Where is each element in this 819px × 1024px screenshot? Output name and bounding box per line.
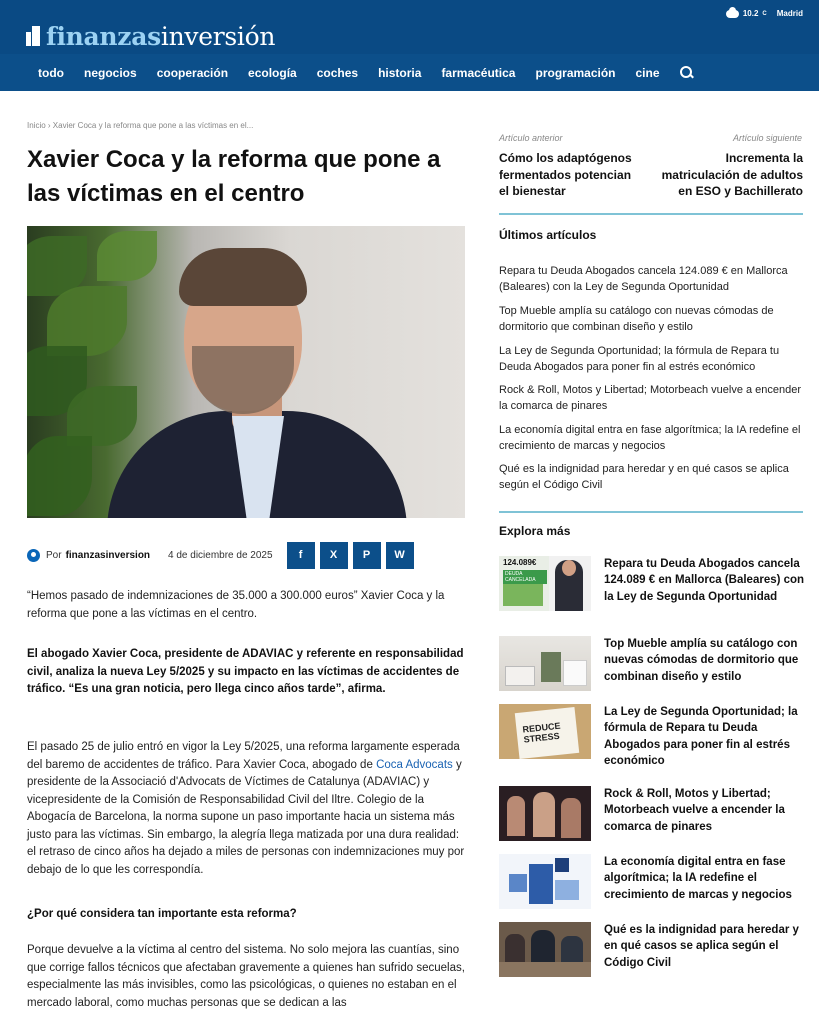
breadcrumb[interactable]: Inicio › Xavier Coca y la reforma que pone a las víctimas en el... — [27, 121, 254, 130]
explore-item[interactable] — [499, 786, 805, 846]
divider — [499, 511, 803, 513]
hero-image — [27, 226, 465, 518]
article-title: Xavier Coca y la reforma que pone a las víctimas en el centro — [27, 146, 441, 207]
main-nav — [0, 54, 819, 91]
thumb-caption: DEUDA CANCELADA — [503, 570, 547, 584]
by-label: Por — [46, 549, 62, 561]
share-whatsapp-button[interactable]: W — [386, 542, 414, 569]
next-article-link[interactable]: Incrementa la matriculación de adultos en ESO y Bachillerato — [661, 151, 803, 198]
site-logo[interactable] — [26, 22, 275, 50]
nav-item-cooperacion[interactable]: cooperación — [156, 65, 229, 80]
paragraph-lead — [27, 646, 467, 699]
latest-heading: Últimos artículos — [499, 228, 597, 242]
explore-thumbnail[interactable] — [499, 922, 591, 977]
nav-item-farmaceutica[interactable]: farmacéutica — [441, 65, 516, 80]
prev-article-label: Artículo anterior — [499, 133, 563, 143]
latest-item[interactable]: Repara tu Deuda Abogados cancela 124.089 € en Mallorca (Baleares) con la Ley de Segunda Oportunidad — [499, 265, 788, 293]
top-bar — [0, 0, 819, 54]
explore-thumbnail[interactable] — [499, 854, 591, 909]
publish-date: 4 de diciembre de 2025 — [168, 549, 273, 561]
nav-item-programacion[interactable]: programación — [535, 65, 616, 80]
weather-unit: C — [762, 10, 767, 17]
search-icon[interactable] — [680, 66, 694, 80]
logo-part-2: inversión — [160, 21, 276, 51]
byline — [27, 541, 465, 569]
explore-thumbnail[interactable] — [499, 786, 591, 841]
nav-item-ecologia[interactable]: ecología — [248, 65, 297, 80]
explore-title[interactable]: Rock & Roll, Motos y Libertad; Motorbeach vuelve a encender la comarca de pinares — [604, 788, 785, 833]
paragraph-intro: “Hemos pasado de indemnizaciones de 35.000 a 300.000 euros” Xavier Coca y la reforma que pone a las víctimas en el centro. — [27, 590, 445, 620]
explore-item[interactable] — [499, 704, 805, 767]
author-link[interactable]: finanzasinversion — [65, 549, 151, 561]
share-x-button[interactable]: X — [320, 542, 348, 569]
share-pinterest-button[interactable]: P — [353, 542, 381, 569]
explore-item[interactable] — [499, 556, 805, 616]
nav-item-todo[interactable]: todo — [38, 65, 64, 80]
body-text-a: El pasado 25 de julio entró en vigor la Ley 5/2025, una reforma largamente esperada del baremo de accidentes de tráfico. Para Xavier Coca, abogado de — [27, 741, 460, 771]
lead-text: El abogado Xavier Coca, presidente de ADAVIAC y referente en responsabilidad civil, analiza la nueva Ley 5/2025 y su impacto en las víctimas de accidentes de tráfico. “Es una gran noticia, pero llega cinco años tarde”, afirma. — [27, 648, 464, 695]
thumb-label: REDUCE STRESS — [522, 720, 561, 745]
explore-title[interactable]: La economía digital entra en fase algorítmica; la IA redefine el crecimiento de marcas y negocios — [604, 856, 792, 901]
latest-item[interactable]: La economía digital entra en fase algorítmica; la IA redefine el crecimiento de marcas y negocios — [499, 424, 801, 452]
weather-widget — [726, 9, 803, 18]
explore-title[interactable]: La Ley de Segunda Oportunidad; la fórmula de Repara tu Deuda Abogados para poner fin al estrés económico — [604, 706, 798, 767]
explore-thumbnail[interactable] — [499, 704, 591, 759]
explore-thumbnail[interactable] — [499, 556, 591, 611]
plant-leaf — [97, 231, 157, 281]
person-hair — [179, 248, 307, 306]
body-text-b: y presidente de la Associació d'Advocats de Víctimes de Catalunya (ADAVIAC) y vicepresidente de la Comisión de Responsabilidad Civil del Iltre. Colegio de la Abogacía de Barcelona, la norma supone un paso importante hacia un sistema más justo para las víctimas. Sin embargo, la alegría llega matizada por una dura realidad: el retraso de cinco años ha dejado a miles de personas con indemnizaciones muy por debajo de lo que les correspondía. — [27, 758, 465, 876]
latest-item[interactable]: Qué es la indignidad para heredar y en qué casos se aplica según el Código Civil — [499, 463, 789, 491]
latest-item[interactable]: Rock & Roll, Motos y Libertad; Motorbeach vuelve a encender la comarca de pinares — [499, 384, 802, 412]
logo-part-1: finanzas — [46, 21, 161, 51]
nav-item-negocios[interactable]: negocios — [84, 65, 137, 80]
explore-title[interactable]: Top Mueble amplía su catálogo con nuevas cómodas de dormitorio que combinan diseño y estilo — [604, 638, 799, 683]
divider — [499, 213, 803, 215]
explore-title[interactable]: Repara tu Deuda Abogados cancela 124.089 € en Mallorca (Baleares) con la Ley de Segunda Oportunidad — [604, 558, 805, 603]
explore-item[interactable] — [499, 854, 805, 914]
weather-temp: 10.2 — [742, 9, 759, 18]
paragraph-body — [27, 739, 467, 879]
logo-mark-icon — [26, 26, 40, 46]
nav-item-coches[interactable]: coches — [316, 65, 359, 80]
explore-item[interactable] — [499, 636, 805, 696]
interview-question: ¿Por qué considera tan importante esta reforma? — [27, 908, 297, 920]
nav-item-cine[interactable]: cine — [635, 65, 660, 80]
author-avatar-icon — [27, 549, 40, 562]
weather-city: Madrid — [776, 9, 803, 18]
paragraph-answer: Porque devuelve a la víctima al centro del sistema. No solo mejora las cuantías, sino que corrige fallos técnicos que afectaban gravemente a quienes han sufrido secuelas, especialmente las más invisibles, como las psicológicas, o quienes no estaban en el mercado laboral, como muchas personas que se dedican a las — [27, 944, 465, 1009]
explore-thumbnail[interactable] — [499, 636, 591, 691]
explore-item[interactable] — [499, 922, 805, 982]
thumb-amount: 124.089€ — [503, 558, 537, 567]
cloud-icon — [726, 10, 739, 18]
explore-title[interactable]: Qué es la indignidad para heredar y en qué casos se aplica según el Código Civil — [604, 924, 799, 969]
latest-item[interactable]: Top Mueble amplía su catálogo con nuevas cómodas de dormitorio que combinan diseño y estilo — [499, 305, 774, 333]
next-article-label: Artículo siguiente — [732, 133, 802, 143]
latest-item[interactable]: La Ley de Segunda Oportunidad; la fórmula de Repara tu Deuda Abogados para poner fin al estrés económico — [499, 345, 780, 373]
nav-item-historia[interactable]: historia — [378, 65, 422, 80]
prev-article-link[interactable]: Cómo los adaptógenos fermentados potencian el bienestar — [499, 151, 632, 198]
share-facebook-button[interactable]: f — [287, 542, 315, 569]
coca-advocats-link[interactable]: Coca Advocats — [376, 758, 453, 771]
plant-leaf — [27, 436, 92, 516]
explore-heading: Explora más — [499, 524, 571, 538]
